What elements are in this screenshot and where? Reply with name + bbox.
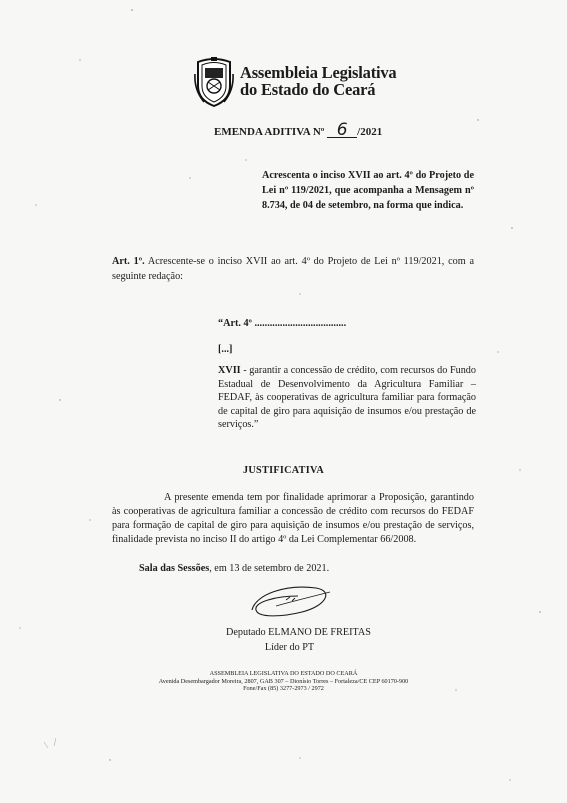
amendment-title-prefix: EMENDA ADITIVA Nº: [214, 126, 325, 138]
quoted-article-heading: “Art. 4º ....................................: [218, 318, 347, 329]
signer-role: Líder do PT: [264, 642, 315, 653]
quoted-ellipsis: [...]: [218, 344, 233, 355]
inciso-text: - garantir a concessão de crédito, com recursos do Fundo Estadual de Desenvolvimento da Agricultura Familiar – FEDAF, às cooperativas de agricultura familiar para formação de capital de giro para aquisição de insumos e/ou prestação de serviços.”: [218, 365, 476, 430]
inciso-label: XVII: [218, 365, 241, 376]
article-1-text: Acrescente-se o inciso XVII ao art. 4º do Projeto de Lei nº 119/2021, com a seguinte redação:: [112, 256, 474, 282]
justification-text: A presente emenda tem por finalidade aprimorar a Proposição, garantindo às cooperativas de agricultura familiar a concessão de crédito com recursos do FEDAF para formação de capital de giro para aquisição de insumos e/ou prestação de serviços, finalidade prevista no inciso II do artigo 4º da Lei Complementar 66/2008.: [112, 492, 474, 545]
justification-title: JUSTIFICATIVA: [242, 465, 325, 476]
amendment-year: /2021: [357, 126, 383, 138]
institution-name: [240, 64, 396, 98]
inciso-xvii: [218, 364, 476, 432]
session-date: , em 13 de setembro de 2021.: [209, 563, 330, 574]
amendment-number: 6: [327, 123, 357, 138]
signer-name: Deputado ELMANO DE FREITAS: [226, 627, 371, 638]
institution-name-line1: Assembleia Legislativa: [240, 63, 397, 82]
handwritten-signature: [246, 580, 336, 622]
article-1-label: Art. 1º.: [112, 256, 145, 267]
letterhead: [194, 56, 424, 112]
footer-institution: ASSEMBLEIA LEGISLATIVA DO ESTADO DO CEARÁ: [209, 670, 358, 677]
footer-address: Avenida Desembargador Moreira, 2807, GAB 307 – Dionísio Torres – Fortaleza/CE CEP 60170-900: [158, 677, 409, 685]
article-1: [112, 254, 474, 284]
page-footer: [0, 670, 567, 693]
session-place-label: Sala das Sessões: [139, 563, 210, 574]
coat-of-arms-icon: [194, 56, 234, 108]
session-place-date: [139, 563, 329, 574]
amendment-summary: Acrescenta o inciso XVII ao art. 4º do Projeto de Lei nº 119/2021, que acompanha a Mensagem nº 8.734, de 04 de setembro, na forma que indica.: [262, 170, 474, 211]
footer-phone: Fone/Fax (85) 3277-2973 / 2972: [243, 685, 324, 692]
amendment-title: [214, 120, 383, 140]
institution-name-line2: do Estado do Ceará: [240, 80, 376, 99]
